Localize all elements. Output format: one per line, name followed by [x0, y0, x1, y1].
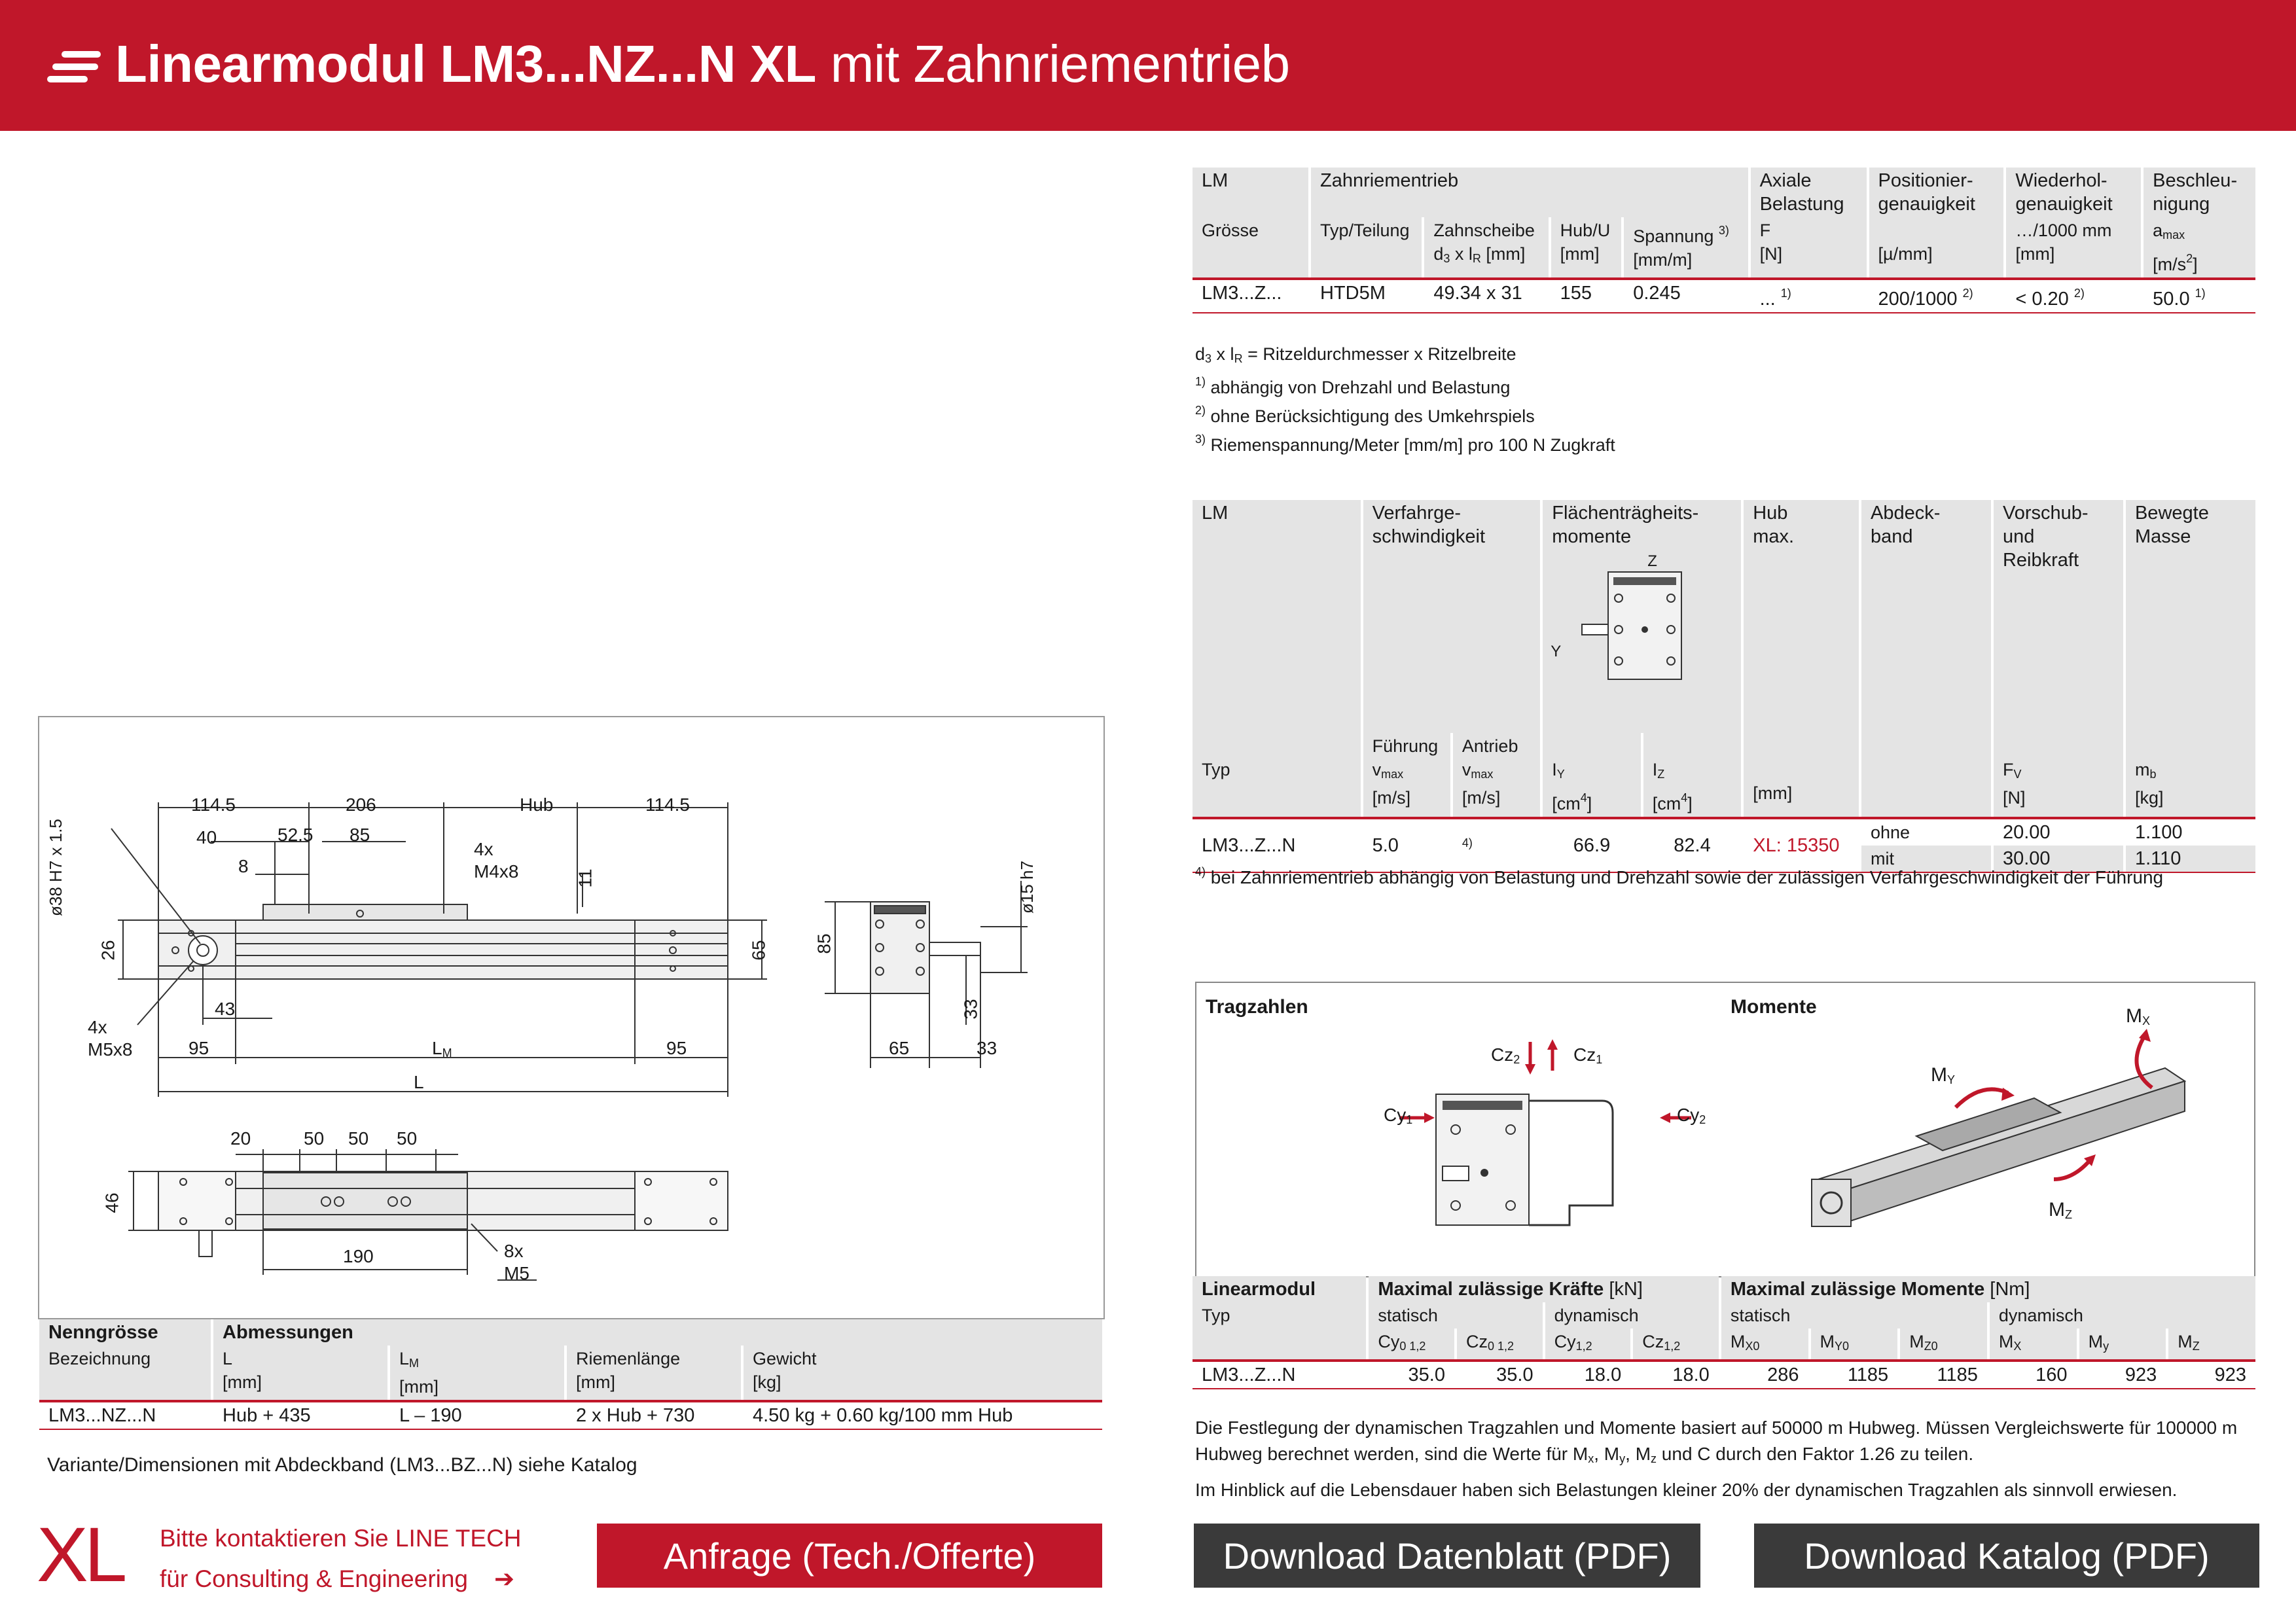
download-katalog-button[interactable]: Download Katalog (PDF): [1754, 1524, 2259, 1588]
verfahr-table: LM Verfahrge- schwindigkeit Flächenträgheits- momente Z Y Hub max. Abdeck- band Vorschub- und Reibkraft Bewegte Masse Typ Führung $v_{max}$ [m/s] Antrieb $v_{max}$ [m/s] $I_Y$ $[cm^4]$ $I_Z$ $[cm^4]$ [mm] $F_V$ [N] $m_b$ [kg] LM3...Z...N 5.0 $^{4)}$ 66.9 82.4 XL: 15350 ohne 20.00 1.100 mit 30.00 1.110: [1190, 500, 2258, 873]
tragzahlen-table: Linearmodul Maximal zulässige Kräfte [kN] Maximal zulässige Momente [Nm] Typ statisch dynamisch statisch dynamisch $Cy_{0 1,2}$ $Cz_{0 1,2}$ $Cy_{1,2}$ $Cz_{1,2}$ $M_{X0}$ $M_{Y0}$ $M_{Z0}$ $M_X$ $M_y$ $M_Z$ LM3...Z...N 35.0 35.0 18.0 18.0 286 1185 1185 160 923 923: [1190, 1276, 2258, 1389]
technical-drawing: 114.5 206 Hub 114.5 40 52.5 85 8 4x M4x8 11 ø38 H7 x 1.5 26 43 4x M5x8 95 $L_M$ 95 L 65 85 ø15 h7 33 65 33 20 50 50 50 46 190 8x M5: [38, 716, 1105, 1319]
abmessungen-table: Nenngrösse Abmessungen Bezeichnung L [mm] $L_M$ [mm] Riemenlänge [mm] Gewicht [kg] LM3...NZ...N Hub + 435 L – 190 2 x Hub + 730 4.50 kg + 0.60 kg/100 mm Hub: [37, 1319, 1105, 1430]
arrow-right-icon: ➔: [494, 1565, 515, 1592]
xl-logo: XL: [37, 1512, 124, 1598]
footnote-4: $^{4)}$ bei Zahnriementrieb abhängig von Belastung und Drehzahl sowie der zulässigen Verfahrgeschwindigkeit der Führung: [1195, 865, 2164, 887]
contact-text: Bitte kontaktieren Sie LINE TECH für Consulting & Engineering ➔: [160, 1525, 522, 1592]
footnotes-table1: $d_3$ x $l_R$ = Ritzeldurchmesser x Ritzelbreite $^{1)}$ abhängig von Drehzahl und Belastung $^{2)}$ ohne Berücksichtigung des Umkehrspiels $^{3)}$ Riemenspannung/Meter [mm/m] pro 100 N Zugkraft: [1195, 344, 1615, 455]
anfrage-button[interactable]: Anfrage (Tech./Offerte): [597, 1524, 1102, 1588]
profile-cross-section-icon: [1569, 569, 1687, 682]
tragzahlen-diagram: Tragzahlen Momente $Cz_2$ $Cz_1$ $Cy_1$ $Cy_2$ $M_X$ $M_Y$ $M_Z$: [1195, 982, 2255, 1277]
variante-note: Variante/Dimensionen mit Abdeckband (LM3...BZ...N) siehe Katalog: [47, 1454, 637, 1476]
table-row: LM3...Z... HTD5M 49.34 x 31 155 0.245 ... $^{1)}$ 200/1000 $^{2)}$ < 0.20 $^{2)}$ 50.0 $^{1)}$: [1202, 283, 2206, 310]
table-row: LM3...Z...N 35.0 35.0 18.0 18.0 286 1185 1185 160 923 923: [1202, 1364, 2246, 1385]
zahnriementrieb-table: LM Zahnriementrieb Axiale Belastung Positionier- genauigkeit Wiederhol- genauigkeit Beschleu- nigung Grösse Typ/Teilung Zahnscheibe $d_3$ x $l_R$ [mm] Hub/U [mm] Spannung $^{3)}$ [mm/m] F [N] [µ/mm] …/1000 mm [mm] $a_{max}$ $[m/s^2]$ LM3...Z... HTD5M 49.34 x 31 155 0.245 ... $^{1)}$ 200/1000 $^{2)}$ < 0.20 $^{2)}$ 50.0 $^{1)}$: [1190, 168, 2258, 313]
table-row: LM3...Z...N 5.0 $^{4)}$ 66.9 82.4 XL: 15350 ohne 20.00 1.100: [1202, 822, 2183, 856]
linetech-logo-icon: [47, 51, 101, 82]
table-row: LM3...NZ...N Hub + 435 L – 190 2 x Hub + 730 4.50 kg + 0.60 kg/100 mm Hub: [48, 1405, 1013, 1426]
page-header: [0, 0, 2296, 131]
download-datenblatt-button[interactable]: Download Datenblatt (PDF): [1194, 1524, 1700, 1588]
table-row: mit 30.00 1.110: [1193, 846, 2255, 872]
tragzahlen-note: Die Festlegung der dynamischen Tragzahlen und Momente basiert auf 50000 m Hubweg. Müssen Vergleichswerte für 100000 m Hubweg berechnet werden, sind die Werte für $M_x$, $M_y$, $M_z$ und C durch den Faktor 1.26 zu teilen. Im Hinblick auf die Lebensdauer haben sich Belastungen kleiner 20% der dynamischen Tragzahlen als sinnvoll erwiesen.: [1195, 1418, 2238, 1500]
page-title: Linearmodul LM3...NZ...N XL mit Zahnriementrieb: [115, 35, 1290, 93]
force-diagram-icon: [1196, 983, 2257, 1279]
